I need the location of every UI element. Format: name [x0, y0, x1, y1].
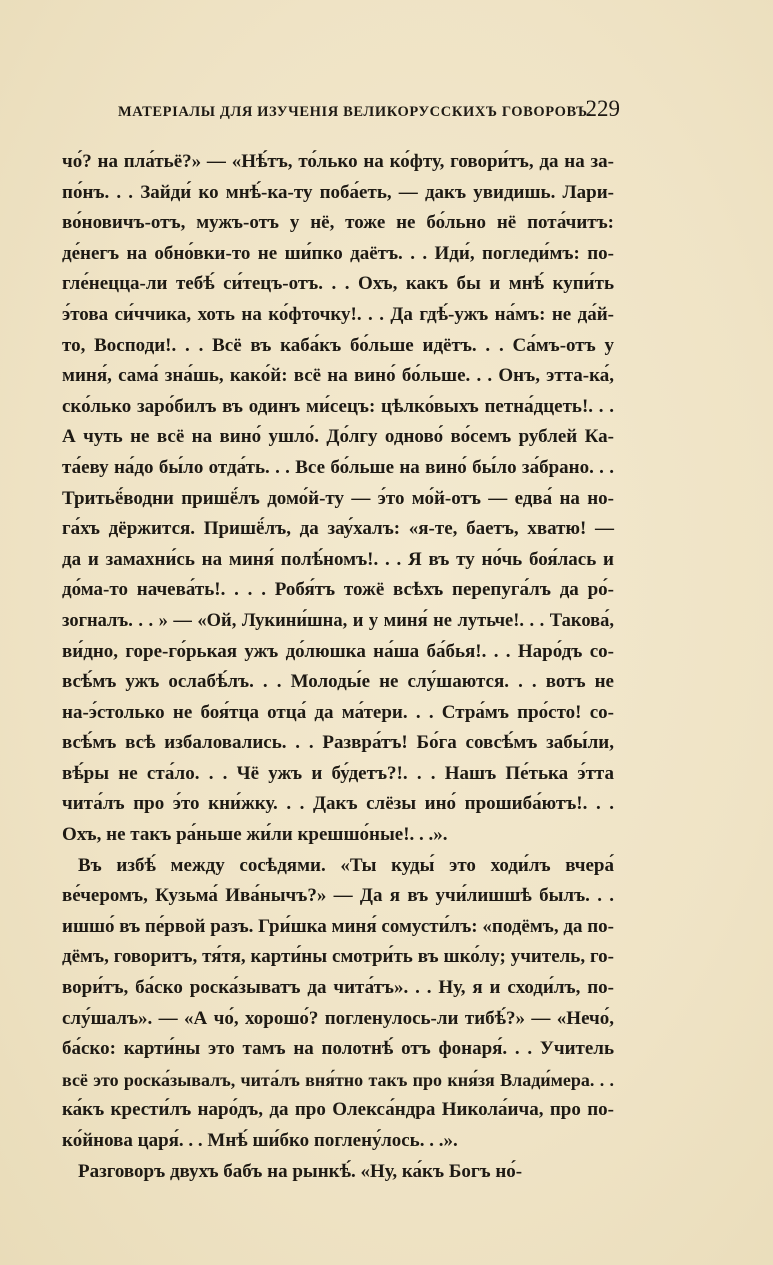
text-line: по́нъ. . . Зайди́ ко мнѣ́-ка-ту поба́еть, — дакъ увидишь. Лари-: [62, 181, 614, 203]
text-line: всѣ́мъ всѣ избаловались. . . Развра́тъ! Бо́га совсѣ́мъ забы́ли,: [62, 732, 614, 754]
text-line: Охъ, не такъ ра́ньше жи́ли крешшо́ные!. . .».: [62, 824, 448, 846]
text-line: ка́къ крести́лъ наро́дъ, да про Олекса́ндра Никола́ича, про по-: [62, 1099, 614, 1121]
text-line: А чуть не всё на вино́ ушло́. До́лгу одново́ во́семъ рублей Ка-: [62, 426, 614, 448]
text-line: Въ избѣ́ между сосѣдями. «Ты куды́ это ходи́лъ вчера́: [78, 854, 614, 876]
text-line: ба́ско: карти́ны это тамъ на полотнѣ́ отъ фонаря́. . . Учитель: [62, 1038, 614, 1060]
text-line: ве́черомъ, Кузьма́ Ива́нычъ?» — Да я въ учи́лишшѣ былъ. . .: [62, 885, 614, 907]
text-line: всё это роска́зывалъ, чита́лъ вня́тно такъ про кня́зя Влади́мера. . .: [62, 1069, 614, 1090]
text-line: гле́нецца-ли тебѣ́ си́тецъ-отъ. . . Охъ, какъ бы и мнѣ́ купи́ть: [62, 273, 614, 295]
text-line: всѣ́мъ ужъ ослабѣ́лъ. . . Молоды́е не слу́шаются. . . вотъ не: [62, 671, 614, 693]
text-line: миня́, сама́ зна́шь, како́й: всё на вино́ бо́льше. . . Онъ, этта-ка́,: [62, 365, 614, 387]
text-line: ишшо́ въ пе́рвой разъ. Гри́шка миня́ сомусти́лъ: «подёмъ, да по-: [62, 915, 614, 937]
text-line: зогналъ. . . » — «Ой, Лукини́шна, и у миня́ не лутьче!. . . Такова́,: [62, 610, 614, 631]
text-line: ско́лько заро́билъ въ одинъ ми́сецъ: цѣлко́выхъ петна́дцеть!. . .: [62, 395, 614, 417]
text-line: вори́тъ, ба́ско роска́зыватъ да чита́тъ». . . Ну, я и сходи́лъ, по-: [62, 977, 614, 999]
text-line: та́еву на́до бы́ло отда́ть. . . Все бо́льше на вино́ бы́ло за́брано. . .: [62, 456, 614, 478]
text-line: ко́йнова царя́. . . Мнѣ́ ши́бко поглену́лось. . .».: [62, 1130, 458, 1151]
text-line: вѣ́ры не ста́ло. . . Чё ужъ и бу́детъ?!. . . Нашъ Пе́тька э́тта: [62, 762, 614, 784]
text-line: то, Восподи!. . . Всё въ каба́къ бо́льше идётъ. . . Са́мъ-отъ у: [62, 334, 614, 356]
text-line: э́това си́ччика, хоть на ко́фточку!. . . Да гдѣ́-ужъ на́мъ: не да́й-: [62, 303, 614, 325]
page-header: [62, 96, 620, 130]
text-line: да и замахни́сь на миня́ полѣ́номъ!. . . Я въ ту но́чь боя́лась и: [62, 548, 614, 570]
text-line: дёмъ, говоритъ, тя́тя, карти́ны смотри́ть въ шко́лу; учитель, го-: [62, 946, 614, 968]
page-number: 229: [585, 96, 620, 121]
text-line: де́негъ на обно́вки-то не ши́пко даётъ. . . Иди́, погледи́мъ: по-: [62, 242, 614, 264]
page-body: [62, 147, 614, 1187]
text-line: чо́? на пла́тьё?» — «Нѣ́тъ, то́лько на ко́фту, говори́тъ, да на за-: [62, 151, 614, 172]
text-line: чита́лъ про э́то кни́жку. . . Дакъ слёзы ино́ прошиба́ютъ!. . .: [62, 793, 614, 815]
text-line: Тритьё́водни пришё́лъ домо́й-ту — э́то мо́й-отъ — едва́ на но-: [62, 487, 614, 509]
text-line: на-э́столько не боя́тца отца́ да ма́тери. . . Стра́мъ про́сто! со-: [62, 701, 614, 723]
text-line: га́хъ дёржится. Пришё́лъ, да зау́халъ: «я-те, баетъ, хватю! —: [62, 518, 614, 540]
text-line: до́ма-то начева́ть!. . . . Робя́тъ тожё всѣхъ перепуга́лъ да ро́-: [62, 579, 614, 601]
text-line: во́новичъ-отъ, мужъ-отъ у нё, тоже не бо́льно нё пота́читъ:: [62, 212, 614, 234]
running-title: МАТЕРІАЛЫ ДЛЯ ИЗУЧЕНІЯ ВЕЛИКОРУССКИХЪ ГОВОРОВЪ.: [118, 104, 592, 120]
text-line: ви́дно, горе-го́рькая ужъ до́люшка на́ша ба́бья!. . . Наро́дъ со-: [62, 640, 614, 662]
text-line: Разговоръ двухъ бабъ на рынкѣ́. «Ну, ка́къ Богъ но́-: [78, 1160, 523, 1182]
text-line: слу́шалъ». — «А чо́, хорошо́? погленулось-ли тибѣ́?» — «Нечо́,: [62, 1007, 614, 1029]
